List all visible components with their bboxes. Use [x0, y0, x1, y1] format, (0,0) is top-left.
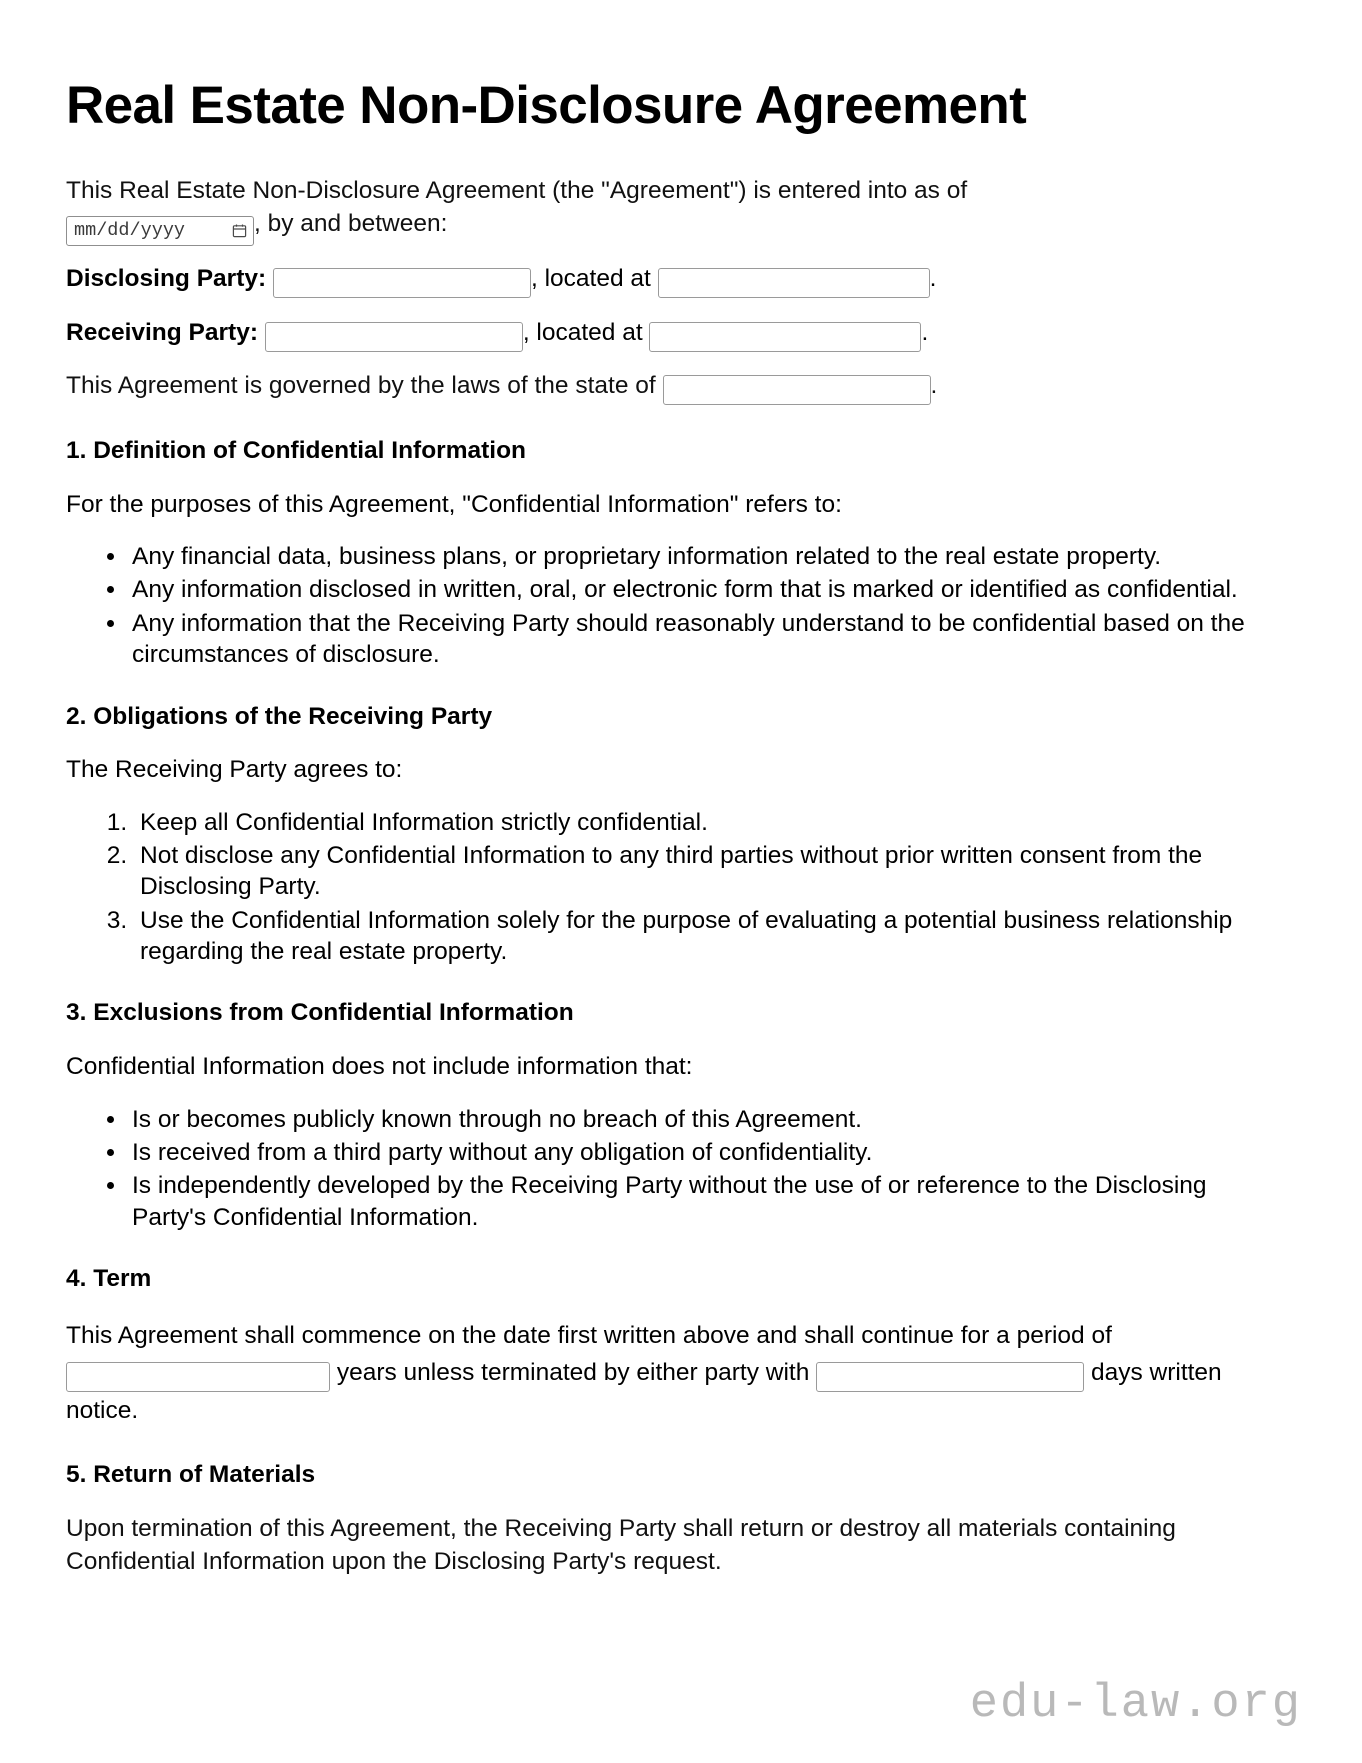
section-3-heading: 3. Exclusions from Confidential Information	[66, 999, 574, 1027]
governing-state-input[interactable]	[663, 375, 931, 405]
receiving-party-name-input[interactable]	[265, 322, 523, 352]
intro-text-after-date: , by and between:	[254, 209, 448, 237]
section-3-list	[66, 1104, 1284, 1233]
intro-text-before-date: This Real Estate Non-Disclosure Agreement (the "Agreement") is entered into as of	[66, 177, 968, 205]
governing-law-row	[66, 370, 1284, 405]
receiving-row-period: .	[921, 318, 929, 346]
watermark: edu-law.org	[969, 1678, 1302, 1731]
section-1-list	[66, 541, 1284, 670]
date-placeholder-text: mm/dd/yyyy	[74, 219, 186, 241]
page-title: Real Estate Non-Disclosure Agreement	[66, 76, 1027, 135]
term-text-2: years unless terminated by either party with	[336, 1359, 810, 1387]
list-item: 1. Keep all Confidential Information strictly confidential.	[134, 807, 1284, 838]
governing-law-label: This Agreement is governed by the laws of the state of	[66, 371, 656, 399]
calendar-icon[interactable]	[232, 223, 247, 238]
disclosing-party-label: Disclosing Party:	[66, 264, 267, 292]
receiving-party-address-input[interactable]	[649, 322, 921, 352]
agreement-date-input[interactable]	[66, 216, 254, 246]
section-5-heading: 5. Return of Materials	[66, 1461, 316, 1489]
receiving-party-label: Receiving Party:	[66, 318, 258, 346]
term-text-3: days written notice.	[66, 1359, 1222, 1425]
receiving-party-row	[66, 316, 1284, 352]
list-item: 3. Use the Confidential Information solely for the purpose of evaluating a potential business relationship regarding the real estate property.	[134, 905, 1284, 968]
section-4-heading: 4. Term	[66, 1265, 152, 1293]
term-years-input[interactable]	[66, 1362, 330, 1392]
list-item: • Any information disclosed in written, oral, or electronic form that is marked or identified as confidential.	[128, 574, 1284, 605]
disclosing-row-period: .	[929, 264, 937, 292]
section-2-lead-in: The Receiving Party agrees to:	[66, 756, 403, 784]
section-2-heading: 2. Obligations of the Receiving Party	[66, 702, 493, 730]
section-1-heading: 1. Definition of Confidential Information	[66, 436, 527, 464]
disclosing-party-address-input[interactable]	[658, 268, 930, 298]
list-item: • Is or becomes publicly known through no breach of this Agreement.	[128, 1104, 1284, 1135]
section-5-paragraph: Upon termination of this Agreement, the Receiving Party shall return or destroy all materials containing Confidential Information upon the Disclosing Party's request.	[66, 1515, 1176, 1575]
disclosing-party-row	[66, 262, 1284, 298]
list-item: • Is received from a third party without any obligation of confidentiality.	[128, 1137, 1284, 1168]
governing-law-period: .	[930, 371, 938, 399]
section-3-lead-in: Confidential Information does not include information that:	[66, 1053, 693, 1081]
list-item: 2. Not disclose any Confidential Information to any third parties without prior written consent from the Disclosing Party.	[134, 840, 1284, 903]
disclosing-located-at-label: , located at	[530, 264, 651, 292]
list-item: • Any information that the Receiving Party should reasonably understand to be confidential based on the circumstances of disclosure.	[128, 608, 1284, 671]
section-4-paragraph	[66, 1317, 1284, 1429]
list-item: • Any financial data, business plans, or proprietary information related to the real estate property.	[128, 541, 1284, 572]
receiving-located-at-label: , located at	[522, 318, 643, 346]
term-days-input[interactable]	[816, 1362, 1084, 1392]
list-item: • Is independently developed by the Receiving Party without the use of or reference to the Disclosing Party's Confidential Information.	[128, 1170, 1284, 1233]
intro-paragraph	[66, 175, 1284, 246]
section-2-list	[66, 807, 1284, 968]
disclosing-party-name-input[interactable]	[273, 268, 531, 298]
section-1-lead-in: For the purposes of this Agreement, "Confidential Information" refers to:	[66, 490, 842, 518]
term-text-1: This Agreement shall commence on the date first written above and shall continue for a period of	[66, 1321, 1112, 1349]
